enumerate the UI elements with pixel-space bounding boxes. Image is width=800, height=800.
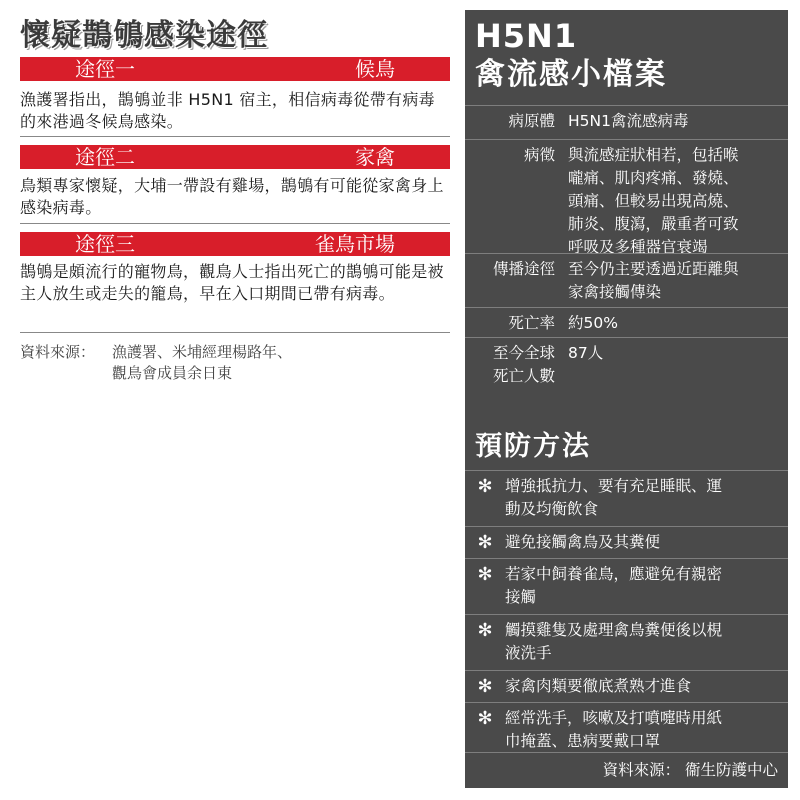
route-1-divider (20, 136, 450, 137)
fact-row-transmission (465, 253, 788, 308)
prevention-text: 增強抵抗力、要有充足睡眠、運 動及均衡飲食 (505, 477, 723, 518)
route-1-name: 途徑一 (75, 57, 135, 81)
route-3-divider (20, 332, 450, 333)
route-1-header (20, 57, 450, 81)
fact-value: 87人 (568, 344, 604, 362)
prevention-text: 家禽肉類要徹底煮熟才進食 (505, 677, 692, 695)
prevention-text: 觸摸雞隻及處理禽鳥糞便後以梘 液洗手 (505, 621, 723, 662)
route-2-name: 途徑二 (75, 145, 135, 169)
prevention-text: 經常洗手，咳嗽及打噴嚏時用紙 巾掩蓋、患病要戴口罩 (505, 709, 723, 750)
route-2-header (20, 145, 450, 169)
h5n1-fact-panel (465, 10, 788, 788)
page-title: 懷疑鵲鴝感染途徑 (20, 18, 268, 53)
prevention-item (465, 614, 788, 671)
route-3-source: 雀鳥市場 (315, 232, 395, 256)
route-2-divider (20, 223, 450, 224)
panel-heading-title: 禽流感小檔案 (475, 57, 667, 92)
fact-key: 至今全球 死亡人數 (492, 344, 555, 385)
left-source-note (20, 342, 450, 384)
fact-key: 傳播途徑 (492, 260, 555, 278)
fact-row-mortality (465, 307, 788, 338)
prevention-item (465, 670, 788, 703)
prevention-item (465, 702, 788, 759)
route-2-source: 家禽 (355, 145, 395, 169)
prevention-item (465, 470, 788, 527)
asterisk-icon: ✻ (477, 676, 493, 697)
route-2-text: 鳥類專家懷疑，大埔一帶設有雞場，鵲鴝有可能從家禽身上感染病毒。 (20, 176, 444, 217)
prevention-title: 預防方法 (475, 431, 591, 462)
fact-value: H5N1禽流感病毒 (568, 112, 689, 130)
route-1-source: 候鳥 (355, 57, 395, 81)
asterisk-icon: ✻ (477, 620, 493, 641)
asterisk-icon: ✻ (477, 564, 493, 585)
asterisk-icon: ✻ (477, 532, 493, 553)
fact-value: 約50% (568, 314, 618, 332)
prevention-text: 避免接觸禽鳥及其糞便 (505, 533, 661, 551)
asterisk-icon: ✻ (477, 476, 493, 497)
panel-heading-virus: H5N1 (475, 17, 578, 55)
left-source-label: 資料來源： (20, 343, 96, 361)
fact-row-deaths (465, 337, 788, 392)
prevention-item (465, 526, 788, 559)
panel-source-note: 資料來源： 衞生防護中心 (465, 752, 788, 781)
prevention-text: 若家中飼養雀鳥，應避免有親密 接觸 (505, 565, 723, 606)
prevention-item (465, 558, 788, 615)
route-3-header (20, 232, 450, 256)
fact-key: 病原體 (508, 112, 555, 130)
fact-value: 與流感症狀相若，包括喉 嚨痛、肌肉疼痛、發燒、 頭痛、但較易出現高燒、 肺炎、腹瀉，嚴重者可致 呼吸及多種器官衰竭 (568, 146, 739, 256)
fact-row-pathogen (465, 105, 788, 140)
route-3-name: 途徑三 (75, 232, 135, 256)
fact-key: 病徵 (523, 146, 555, 164)
asterisk-icon: ✻ (477, 708, 493, 729)
route-3-text: 鵲鴝是頗流行的寵物鳥，觀鳥人士指出死亡的鵲鴝可能是被主人放生或走失的籠鳥，早在入口期間已帶有病毒。 (20, 262, 444, 303)
left-source-value: 漁護署、米埔經理楊路年、 觀鳥會成員余日東 (112, 343, 293, 382)
fact-row-symptoms (465, 139, 788, 254)
fact-key: 死亡率 (508, 314, 555, 332)
route-1-text: 漁護署指出，鵲鴝並非 H5N1 宿主，相信病毒從帶有病毒的來港過冬候鳥感染。 (20, 90, 435, 131)
fact-value: 至今仍主要透過近距離與 家禽接觸傳染 (568, 260, 739, 301)
